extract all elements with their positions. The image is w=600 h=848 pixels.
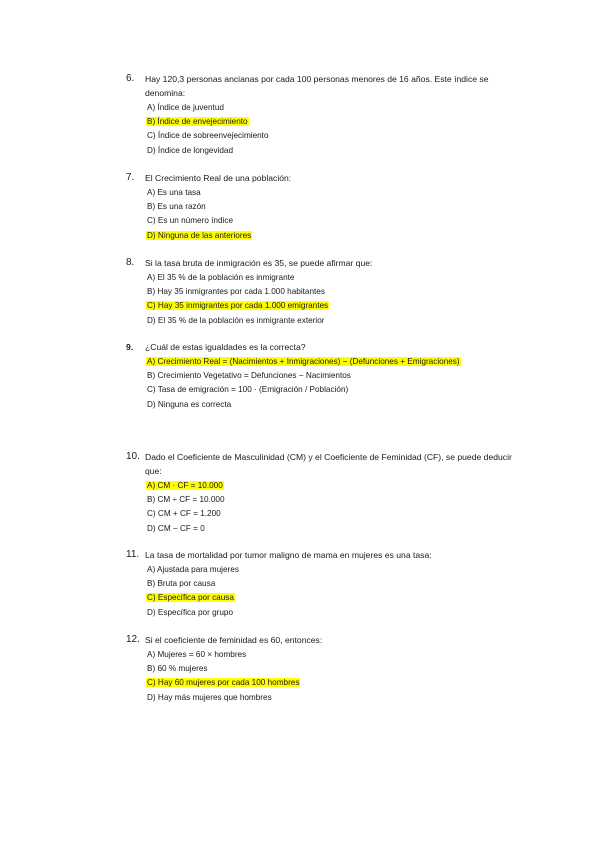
options-list bbox=[146, 101, 516, 158]
option-c bbox=[146, 591, 516, 605]
option-c: C) CM + CF = 1.200 bbox=[147, 509, 221, 519]
option-d: D) Ninguna es correcta bbox=[147, 399, 232, 409]
highlighted-answer: D) Ninguna de las anteriores bbox=[147, 230, 252, 240]
highlighted-answer: A) Crecimiento Real = (Nacimientos + Inmigraciones) − (Defunciones + Emigraciones) bbox=[147, 357, 460, 366]
option-a bbox=[146, 355, 516, 369]
question-text: Si la tasa bruta de inmigración es 35, se puede afirmar que: bbox=[145, 258, 373, 268]
option-c: C) Tasa de emigración = 100 · (Emigración / Población) bbox=[147, 385, 349, 395]
option-c: C) Es un número índice bbox=[147, 216, 234, 226]
question-number: 12. bbox=[126, 634, 140, 645]
option-d: D) Específica por grupo bbox=[147, 607, 234, 617]
question-text: ¿Cuál de estas igualdades es la correcta? bbox=[145, 342, 306, 352]
question-text: Hay 120,3 personas ancianas por cada 100 personas menores de 16 años. Este índice se denomina: bbox=[145, 74, 489, 98]
highlighted-answer: C) Hay 60 mujeres por cada 100 hombres bbox=[147, 678, 300, 688]
option-b: B) Bruta por causa bbox=[147, 579, 216, 589]
options-list bbox=[146, 648, 516, 705]
option-a: A) El 35 % de la población es inmigrante bbox=[147, 273, 295, 282]
option-a: A) Es una tasa bbox=[147, 188, 201, 197]
question-number: 7. bbox=[126, 172, 135, 183]
option-b bbox=[146, 115, 516, 129]
option-b: B) Es una razón bbox=[147, 202, 206, 212]
option-d bbox=[146, 229, 516, 243]
question-10 bbox=[126, 450, 516, 536]
question-6 bbox=[126, 72, 516, 158]
highlighted-answer: B) Índice de envejecimiento bbox=[147, 117, 248, 127]
option-b: B) CM ÷ CF = 10.000 bbox=[147, 495, 225, 505]
question-9 bbox=[126, 340, 516, 412]
question-text: El Crecimiento Real de una población: bbox=[145, 173, 292, 183]
question-7 bbox=[126, 171, 516, 243]
question-text: Si el coeficiente de feminidad es 60, entonces: bbox=[145, 635, 323, 645]
question-text: La tasa de mortalidad por tumor maligno de mama en mujeres es una tasa: bbox=[145, 550, 432, 560]
options-list bbox=[146, 479, 516, 536]
option-b: B) Hay 35 inmigrantes por cada 1.000 habitantes bbox=[147, 287, 325, 297]
option-c bbox=[146, 676, 516, 690]
option-a bbox=[146, 479, 516, 493]
question-text: Dado el Coeficiente de Masculinidad (CM) y el Coeficiente de Feminidad (CF), se puede deducir que: bbox=[145, 452, 512, 476]
option-c bbox=[146, 299, 516, 313]
question-number: 11. bbox=[126, 549, 140, 560]
option-d: D) El 35 % de la población es inmigrante exterior bbox=[147, 315, 325, 325]
options-list bbox=[146, 355, 516, 412]
option-a: A) Mujeres = 60 × hombres bbox=[147, 650, 247, 659]
option-c: C) Índice de sobreenvejecimiento bbox=[147, 131, 269, 141]
highlighted-answer: C) Hay 35 inmigrantes por cada 1.000 emigrantes bbox=[147, 301, 329, 311]
option-a: A) Índice de juventud bbox=[147, 103, 224, 112]
question-11 bbox=[126, 548, 516, 620]
question-number: 8. bbox=[126, 257, 135, 268]
question-number: 6. bbox=[126, 73, 135, 84]
option-d: D) Hay más mujeres que hombres bbox=[147, 692, 272, 702]
options-list bbox=[146, 186, 516, 243]
option-d: D) CM − CF = 0 bbox=[147, 523, 205, 533]
question-12 bbox=[126, 633, 516, 705]
option-a: A) Ajustada para mujeres bbox=[147, 565, 239, 574]
question-number: 10. bbox=[126, 451, 140, 462]
highlighted-answer: C) Específica por causa bbox=[147, 593, 234, 603]
question-8 bbox=[126, 256, 516, 328]
option-d: D) Índice de longevidad bbox=[147, 145, 234, 155]
question-number: 9. bbox=[126, 342, 134, 352]
option-b: B) 60 % mujeres bbox=[147, 664, 208, 674]
highlighted-answer: A) CM · CF = 10.000 bbox=[147, 481, 223, 490]
options-list bbox=[146, 563, 516, 620]
options-list bbox=[146, 271, 516, 328]
option-b: B) Crecimiento Vegetativo = Defunciones − Nacimientos bbox=[147, 371, 351, 381]
